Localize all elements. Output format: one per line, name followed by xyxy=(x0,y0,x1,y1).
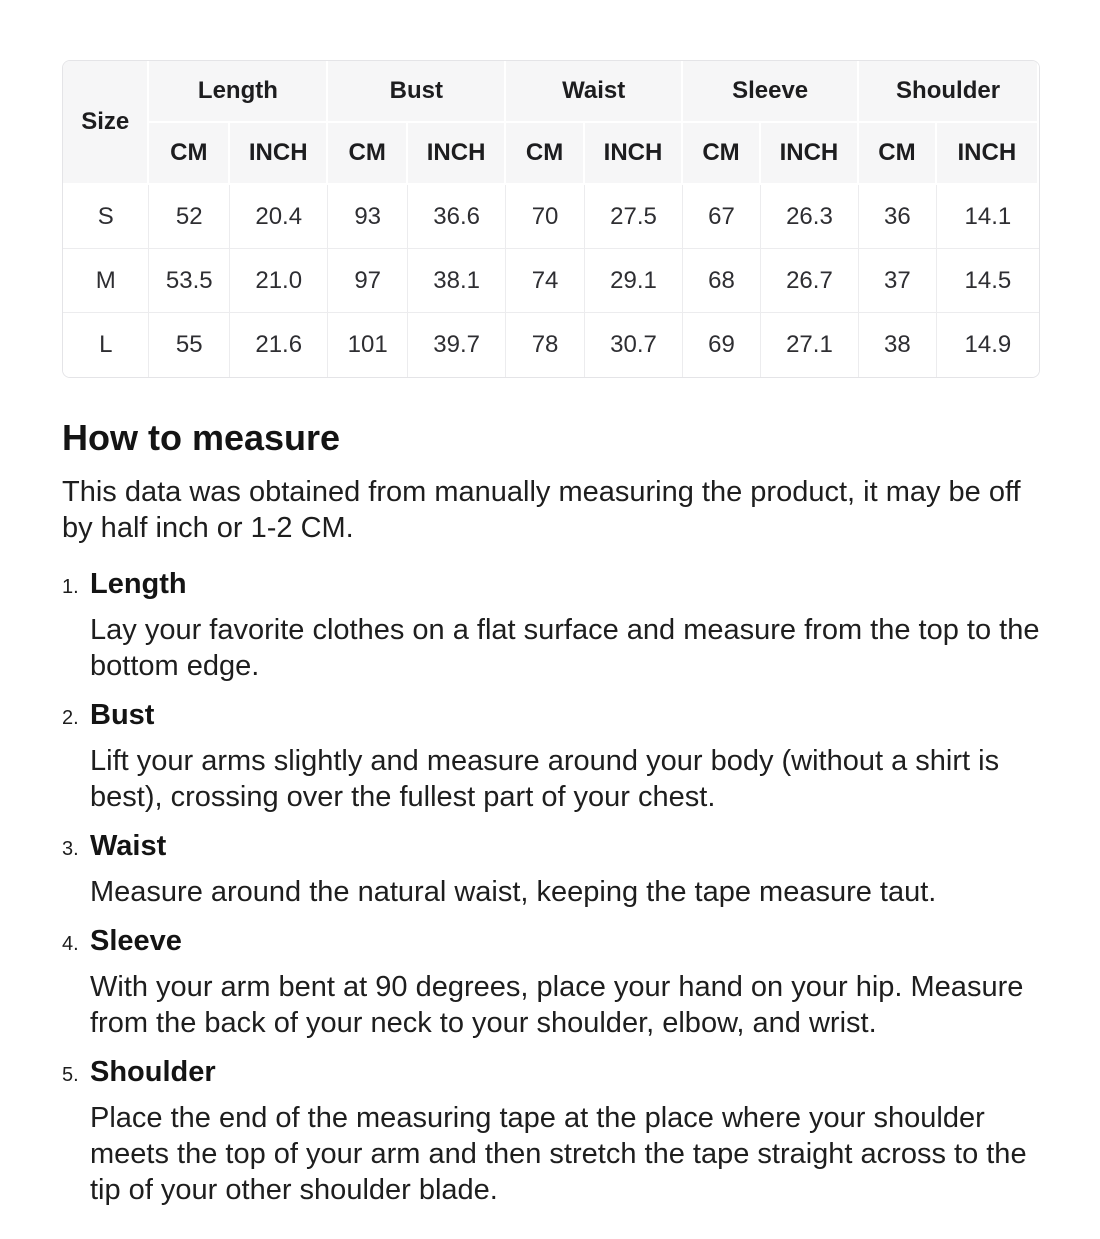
step-description: With your arm bent at 90 degrees, place your hand on your hip. Measure from the back of your neck to your shoulder, elbow, and wrist. xyxy=(90,971,1024,1039)
step-description: Place the end of the measuring tape at the place where your shoulder meets the top of your arm and then stretch the tape straight across to the tip of your other shoulder blade. xyxy=(90,1102,1027,1206)
value-cell: 39.7 xyxy=(408,313,506,377)
value-cell: 38.1 xyxy=(408,249,506,313)
value-cell: 55 xyxy=(149,313,230,377)
size-cell: S xyxy=(63,185,149,249)
value-cell: 36.6 xyxy=(408,185,506,249)
how-to-measure-intro: This data was obtained from manually measuring the product, it may be off by half inch or 1-2 CM. xyxy=(62,476,1021,544)
size-cell: L xyxy=(63,313,149,377)
value-cell: 26.7 xyxy=(761,249,859,313)
value-cell: 69 xyxy=(683,313,761,377)
how-to-measure-title: How to measure xyxy=(62,417,341,458)
size-cell: M xyxy=(63,249,149,313)
step-description: Lift your arms slightly and measure around your body (without a shirt is best), crossing over the fullest part of your chest. xyxy=(90,745,1000,813)
value-cell: 29.1 xyxy=(585,249,683,313)
value-cell: 14.9 xyxy=(937,313,1039,377)
step-number: 4. xyxy=(62,933,79,955)
measure-step-bust xyxy=(62,697,1040,815)
value-cell: 27.1 xyxy=(761,313,859,377)
unit-header-cm: CM xyxy=(149,123,230,185)
value-cell: 68 xyxy=(683,249,761,313)
size-column-header: Size xyxy=(63,61,149,185)
step-term: Bust xyxy=(90,699,155,731)
step-heading xyxy=(62,566,1040,602)
value-cell: 36 xyxy=(859,185,937,249)
unit-header-cm: CM xyxy=(506,123,585,185)
value-cell: 37 xyxy=(859,249,937,313)
group-header-sleeve: Sleeve xyxy=(683,61,859,123)
unit-header-row xyxy=(63,123,1039,185)
unit-header-inch: INCH xyxy=(585,123,683,185)
value-cell: 97 xyxy=(328,249,408,313)
measure-steps-list xyxy=(62,566,1040,1208)
value-cell: 14.5 xyxy=(937,249,1039,313)
step-heading xyxy=(62,828,1040,864)
value-cell: 52 xyxy=(149,185,230,249)
value-cell: 30.7 xyxy=(585,313,683,377)
step-term: Sleeve xyxy=(90,925,182,957)
step-number: 1. xyxy=(62,576,79,598)
unit-header-inch: INCH xyxy=(761,123,859,185)
value-cell: 26.3 xyxy=(761,185,859,249)
value-cell: 21.0 xyxy=(230,249,328,313)
step-description: Measure around the natural waist, keeping the tape measure taut. xyxy=(90,876,937,908)
group-header-waist: Waist xyxy=(506,61,683,123)
value-cell: 20.4 xyxy=(230,185,328,249)
value-cell: 93 xyxy=(328,185,408,249)
group-header-bust: Bust xyxy=(328,61,506,123)
table-row-size-m xyxy=(63,249,1039,313)
table-row-size-s xyxy=(63,185,1039,249)
value-cell: 21.6 xyxy=(230,313,328,377)
group-header-shoulder: Shoulder xyxy=(859,61,1039,123)
unit-header-inch: INCH xyxy=(408,123,506,185)
step-number: 2. xyxy=(62,707,79,729)
step-number: 5. xyxy=(62,1064,79,1086)
measure-step-sleeve xyxy=(62,923,1040,1041)
step-term: Length xyxy=(90,568,187,600)
step-heading xyxy=(62,923,1040,959)
value-cell: 70 xyxy=(506,185,585,249)
unit-header-inch: INCH xyxy=(230,123,328,185)
measure-step-shoulder xyxy=(62,1054,1040,1208)
step-term: Waist xyxy=(90,830,167,862)
value-cell: 53.5 xyxy=(149,249,230,313)
size-chart xyxy=(63,61,1039,377)
table-row-size-l xyxy=(63,313,1039,377)
step-heading xyxy=(62,1054,1040,1090)
unit-header-cm: CM xyxy=(328,123,408,185)
value-cell: 27.5 xyxy=(585,185,683,249)
group-header-length: Length xyxy=(149,61,328,123)
step-number: 3. xyxy=(62,838,79,860)
step-description: Lay your favorite clothes on a flat surface and measure from the top to the bottom edge. xyxy=(90,614,1040,682)
step-term: Shoulder xyxy=(90,1056,216,1088)
value-cell: 78 xyxy=(506,313,585,377)
value-cell: 67 xyxy=(683,185,761,249)
measurement-header-row xyxy=(63,61,1039,123)
size-chart-table xyxy=(62,60,1040,378)
unit-header-cm: CM xyxy=(859,123,937,185)
value-cell: 101 xyxy=(328,313,408,377)
value-cell: 74 xyxy=(506,249,585,313)
measure-step-length xyxy=(62,566,1040,684)
value-cell: 38 xyxy=(859,313,937,377)
step-heading xyxy=(62,697,1040,733)
unit-header-cm: CM xyxy=(683,123,761,185)
value-cell: 14.1 xyxy=(937,185,1039,249)
measure-step-waist xyxy=(62,828,1040,910)
unit-header-inch: INCH xyxy=(937,123,1039,185)
